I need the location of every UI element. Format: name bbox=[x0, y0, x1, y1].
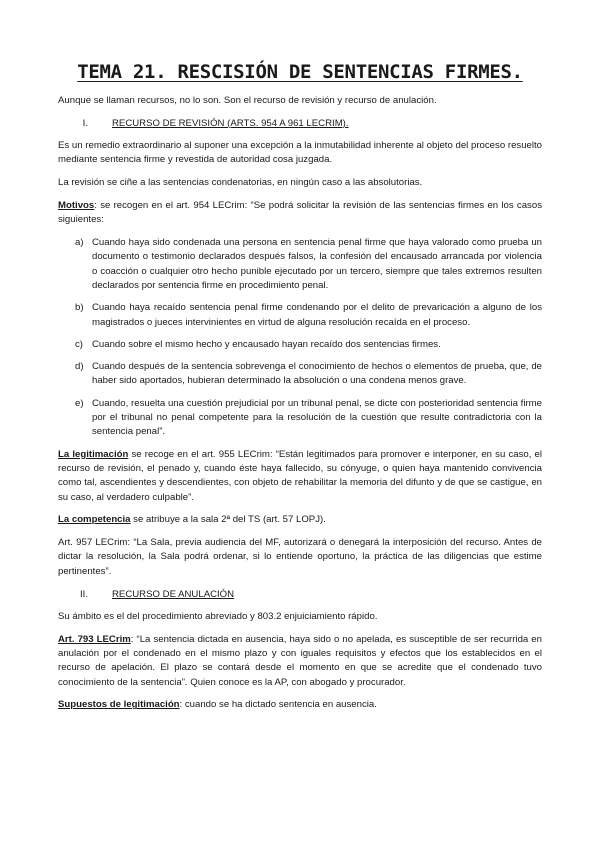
list-item-text: Cuando haya sido condenada una persona en sentencia penal firme que haya valorado como prueba un documento o testimonio declarados después falsos, la confesión del encausado arrancada por violencia o coacción o cualquier otro hecho punible ejecutado por un tercero, siempre que tales extremos resulten declarados por sentencia firme en procedimiento penal. bbox=[92, 237, 542, 291]
list-item bbox=[58, 301, 542, 330]
motivos-list bbox=[58, 236, 542, 440]
art957-paragraph: Art. 957 LECrim: “La Sala, previa audiencia del MF, autorizará o denegará la interposición del recurso. Antes de dictar la resolución, la Sala podrá ordenar, si lo entiende oportuno, la práctica de las diligencias que estime pertinentes”. bbox=[58, 537, 542, 577]
intro-paragraph: Aunque se llaman recursos, no lo son. Son el recurso de revisión y recurso de anulación. bbox=[58, 95, 437, 106]
list-item bbox=[58, 338, 542, 352]
list-item-text: Cuando haya recaído sentencia penal firme condenando por el delito de prevaricación a alguno de los magistrados o jueces intervinientes en virtud de alguna resolución recaída en el proceso. bbox=[92, 302, 542, 328]
art793-text: : “La sentencia dictada en ausencia, haya sido o no apelada, es susceptible de ser recurrida en anulación por el condenado en el mismo plazo y con iguales requisitos y efectos que los establecidos en el recurso de apelación. El plazo se contará desde el momento en que se acredite que el condenado tuvo conocimiento de la sentencia”. Quien conoce es la AP, con abogado y procurador. bbox=[58, 633, 542, 688]
legitimacion-label: La legitimación bbox=[58, 448, 129, 460]
competencia-label: La competencia bbox=[58, 514, 131, 526]
art793-label: Art. 793 LECrim bbox=[58, 633, 131, 645]
list-item-marker: d) bbox=[75, 361, 84, 373]
section-number: I. bbox=[82, 117, 88, 129]
supuestos-paragraph bbox=[58, 698, 542, 712]
supuestos-text: : cuando se ha dictado sentencia en ausencia. bbox=[179, 699, 377, 711]
motivos-text: : se recogen en el art. 954 LECrim: “Se podrá solicitar la revisión de las sentencias firmes en los casos siguientes: bbox=[58, 199, 542, 226]
list-item-marker: a) bbox=[75, 237, 84, 249]
list-item bbox=[58, 360, 542, 389]
list-item-text: Cuando, resuelta una cuestión prejudicial por un tribunal penal, se dicte con posterioridad sentencia firme por el tribunal no penal competente para la resolución de la cuestión que resulte contradictoria con la sentencia penal”. bbox=[92, 397, 542, 438]
revision-scope-paragraph: La revisión se ciñe a las sentencias condenatorias, en ningún caso a las absolutorias. bbox=[58, 177, 423, 189]
legitimacion-text: se recoge en el art. 955 LECrim: “Están legitimados para promover e interponer, en su caso, el recurso de revisión, el penado y, cuando éste haya fallecido, su cónyuge, o quien haya mantenido convivencia como tal, ascendientes y descendientes, con objeto de rehabilitar la memoria del difunto y de que se castigue, en su caso, al verdadero culpable”. bbox=[58, 448, 543, 503]
motivos-paragraph bbox=[58, 199, 542, 228]
section-number: II. bbox=[80, 588, 88, 600]
revision-definition-paragraph: Es un remedio extraordinario al suponer una excepción a la inmutabilidad inherente al objeto del proceso resuelto mediante sentencia firme y revestida de autoridad cosa juzgada. bbox=[58, 140, 542, 166]
section-title: RECURSO DE ANULACIÓN bbox=[112, 588, 235, 600]
list-item bbox=[58, 397, 542, 440]
section-title: RECURSO DE REVISIÓN (ARTS. 954 A 961 LECRIM). bbox=[112, 117, 349, 129]
list-item bbox=[58, 236, 542, 293]
anulacion-scope-paragraph: Su ámbito es el del procedimiento abreviado y 803.2 enjuiciamiento rápido. bbox=[58, 610, 378, 622]
page-title: TEMA 21. RESCISIÓN DE SENTENCIAS FIRMES. bbox=[77, 61, 523, 83]
competencia-paragraph bbox=[58, 513, 542, 527]
motivos-label: Motivos bbox=[58, 199, 95, 211]
section-heading-anulacion bbox=[58, 588, 542, 602]
competencia-text: se atribuye a la sala 2ª del TS (art. 57 LOPJ). bbox=[130, 514, 326, 526]
supuestos-label: Supuestos de legitimación bbox=[58, 699, 180, 711]
list-item-text: Cuando sobre el mismo hecho y encausado hayan recaído dos sentencias firmes. bbox=[92, 338, 441, 350]
list-item-marker: e) bbox=[75, 397, 84, 409]
art793-paragraph bbox=[58, 633, 542, 690]
legitimacion-paragraph bbox=[58, 448, 542, 505]
list-item-text: Cuando después de la sentencia sobrevenga el conocimiento de hechos o elementos de prueba, que, de haber sido aportados, hubieran determinado la absolución o una condena menos grave. bbox=[92, 361, 542, 387]
section-heading-revision bbox=[58, 117, 542, 131]
document-page bbox=[58, 60, 542, 721]
list-item-marker: c) bbox=[75, 338, 83, 350]
list-item-marker: b) bbox=[75, 302, 84, 314]
